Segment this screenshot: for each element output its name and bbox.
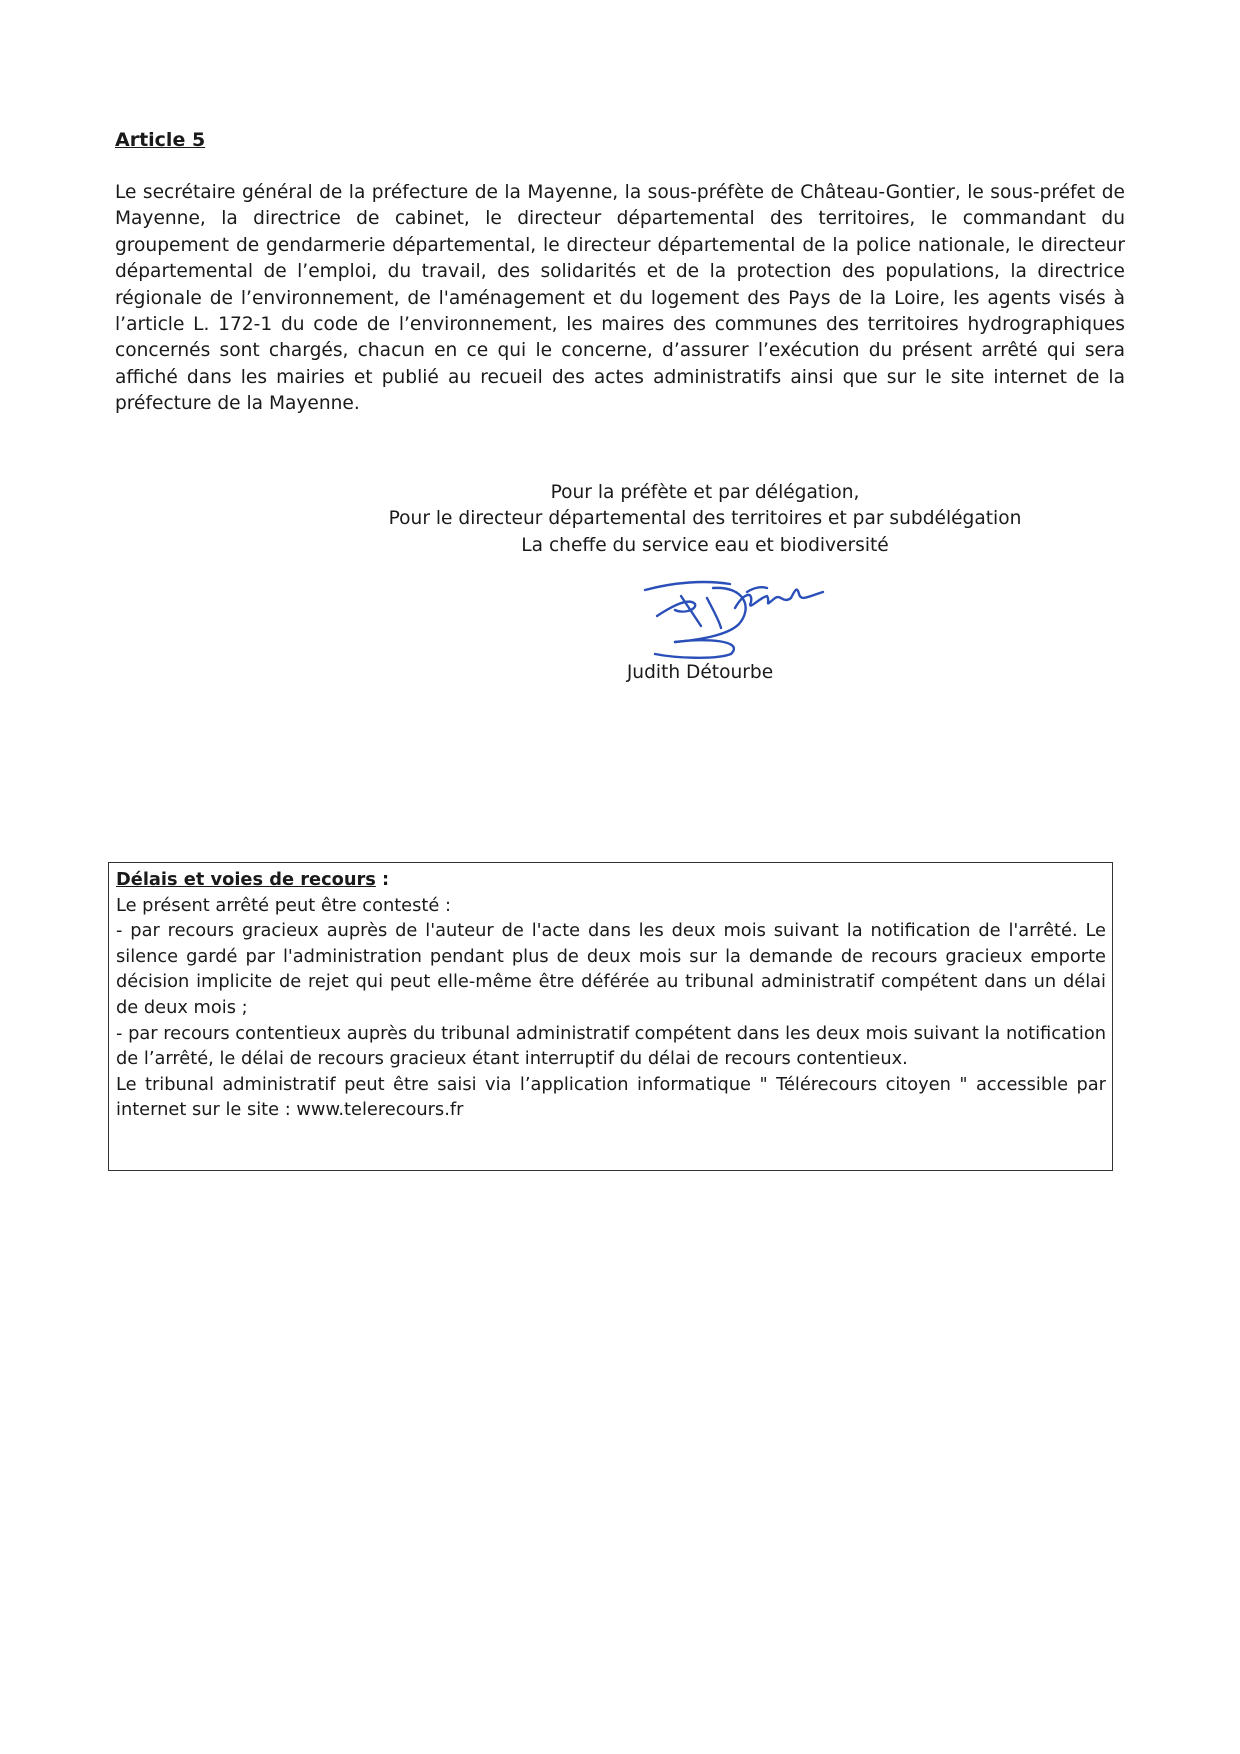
recourse-title: Délais et voies de recours	[116, 869, 376, 890]
signature-block	[330, 480, 1080, 559]
signer-role: La cheffe du service eau et biodiversité	[521, 534, 889, 556]
recourse-gracieux: - par recours gracieux auprès de l'auteur de l'acte dans les deux mois suivant la notification de l'arrêté. Le silence gardé par l'administration pendant plus de deux mois sur la demande de recours gracieux emporte décision implicite de rejet qui peut elle-même être déférée au tribunal administratif compétent dans un délai de deux mois ;	[116, 920, 1106, 1018]
recourse-box	[108, 862, 1113, 1171]
recourse-intro: Le présent arrêté peut être contesté :	[116, 894, 451, 916]
delegation-line: Pour la préfète et par délégation,	[550, 482, 860, 503]
recourse-title-colon: :	[375, 869, 390, 890]
recourse-contentieux: - par recours contentieux auprès du tribunal administratif compétent dans les deux mois suivant la notification de l’arrêté, le délai de recours gracieux étant interruptif du délai de recours contentieux.	[116, 1022, 1106, 1070]
article-title: Article 5	[115, 129, 206, 151]
handwritten-signature	[635, 568, 855, 663]
article-body: Le secrétaire général de la préfecture de la Mayenne, la sous-préfète de Château-Gontier, le sous-préfet de Mayenne, la directrice de cabinet, le directeur départemental des territoires, le commandant du groupement de gendarmerie départemental, le directeur départemental de la police nationale, le directeur départemental de l’emploi, du travail, des solidarités et de la protection des populations, la directrice régionale de l’environnement, de l'aménagement et du logement des Pays de la Loire, les agents visés à l’article L. 172-1 du code de l’environnement, les maires des communes des territoires hydrographiques concernés sont chargés, chacun en ce qui le concerne, d’assurer l’exécution du présent arrêté qui sera affiché dans les mairies et publié au recueil des actes administratifs ainsi que sur le site internet de la préfecture de la Mayenne.	[115, 182, 1125, 415]
subdelegation-line: Pour le directeur départemental des territoires et par subdélégation	[388, 508, 1022, 530]
recourse-telerecours: Le tribunal administratif peut être saisi via l’application informatique " Télérecours citoyen " accessible par internet sur le site : www.telerecours.fr	[116, 1073, 1106, 1121]
signer-name: Judith Détourbe	[626, 662, 774, 683]
